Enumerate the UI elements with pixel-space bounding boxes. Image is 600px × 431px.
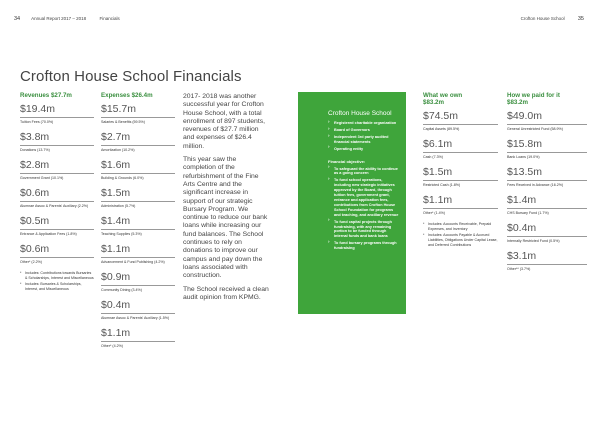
expense-label: Administration (5.7%) [101,204,136,208]
asset-label: Other* (1.4%) [423,211,445,215]
objective-heading: Financial objective: [328,158,366,164]
narrative-text [183,93,271,307]
expense-amount: $0.4m [101,299,175,314]
info-list-item: › Independent 3rd party audited financial statements [328,135,399,145]
narrative-paragraph: This year saw the completion of the refurbishment of the Fine Arts Centre and the significant increase in support of our strategic Bursary Program. We continue to reduce our bank loans while increasing our fund balances. The School continues to rely on donations to improve our campus and pay down the loans associated with construction. [183,156,268,280]
asset-footnotes [423,222,498,248]
expense-item [101,215,175,237]
header-left [14,16,120,22]
info-list-item: › Registered charitable organization [328,121,399,126]
liability-amount: $3.1m [507,250,587,265]
liability-item [507,166,587,188]
revenue-amount: $2.8m [20,159,94,174]
asset-amount: $1.1m [423,194,498,209]
narrative-paragraph: 2017- 2018 was another successful year for Crofton House School, with a total enrollment of 897 students, revenues of $27.7 million and expenses of $26.4 million. [183,93,265,150]
info-box-title: Crofton House School [328,110,392,117]
info-list-item: › Operating entity [328,147,399,152]
liability-label: Other** (3.7%) [507,267,531,271]
footnote: * Includes: Bursaries & Scholarships, Interest, and Miscellaneous [20,282,94,292]
info-list [328,121,399,152]
expenses-column [101,92,175,355]
liability-label: Internally Restricted Fund (0.5%) [507,239,560,243]
expenses-heading: Expenses $26.4m [101,92,153,99]
liability-amount: $15.8m [507,138,587,153]
revenue-item [20,159,94,181]
footnote: * Includes: Accounts Payable & Accrued Liabilities, Obligations Under Capital Lease, and Deferred Contributions [423,233,498,248]
revenue-amount: $0.6m [20,243,94,258]
revenues-column [20,92,94,293]
liability-amount: $0.4m [507,222,587,237]
asset-label: Cash (7.3%) [423,155,443,159]
revenue-label: Tuition Fees (70.0%) [20,120,54,124]
expense-amount: $1.5m [101,187,175,202]
asset-amount: $1.5m [423,166,498,181]
how-we-paid-column [507,92,587,278]
liability-item [507,110,587,132]
revenue-label: Government Grant (10.1%) [20,176,64,180]
liability-amount: $1.4m [507,194,587,209]
revenue-label: Other* (2.2%) [20,260,42,264]
objective-item: › To fund capital projects through fundraising, with any remaining portion to be funded through internal funds and bank loans [328,220,399,240]
asset-item [423,166,498,188]
expense-label: Alumnae Assoc & Parents' Auxiliary (1.5%) [101,316,170,320]
how-we-paid-heading: How we paid for it [507,92,560,99]
asset-item [423,194,498,216]
expense-item [101,327,175,349]
expense-label: Salaries & Benefits (59.5%) [101,120,145,124]
liability-amount: $49.0m [507,110,587,125]
expense-item [101,243,175,265]
revenue-amount: $3.8m [20,131,94,146]
expense-label: Teaching Supplies (5.3%) [101,232,142,236]
liability-label: General Unrestricted Fund (58.9%) [507,127,563,131]
expense-amount: $1.1m [101,243,175,258]
revenue-item [20,187,94,209]
expense-amount: $15.7m [101,103,175,118]
expense-item [101,103,175,125]
expense-amount: $2.7m [101,131,175,146]
expense-amount: $1.1m [101,327,175,342]
liability-item [507,194,587,216]
revenue-label: Donations (13.7%) [20,148,50,152]
expense-label: Building & Grounds (6.0%) [101,176,144,180]
objective-list [328,167,399,252]
what-we-own-column [423,92,498,249]
revenue-footnotes [20,271,94,292]
liability-item [507,222,587,244]
revenue-amount: $0.5m [20,215,94,230]
report-title: Annual Report 2017 – 2018 [31,16,87,21]
footnote: * Includes: Contributions towards Bursaries & Scholarships, Interest and Miscellaneous [20,271,94,281]
revenue-label: Entrance & Application Fees (1.8%) [20,232,77,236]
header-right [521,16,584,22]
expense-item [101,131,175,153]
asset-item [423,110,498,132]
liability-label: Bank Loans (19.0%) [507,155,540,159]
asset-label: Restricted Cash (1.8%) [423,183,461,187]
objective-item: › To fund school operations, including new strategic initiatives approved by the Board, through tuition fees, government grant, entrance and application fees, contributions from Crofton House School Foundation for programs and teaching, and ancillary revenue [328,178,399,217]
liability-label: CHS Bursary Fund (1.7%) [507,211,549,215]
expense-item [101,271,175,293]
page-number-left: 34 [14,16,21,22]
narrative-paragraph: The School received a clean audit opinion from KPMG. [183,285,269,301]
expense-item [101,299,175,321]
expense-item [101,187,175,209]
expense-amount: $0.9m [101,271,175,286]
school-info-box [298,92,406,314]
asset-label: Capital Assets (89.5%) [423,127,460,131]
revenue-item [20,243,94,265]
expense-label: Advancement & Fund Publishing (4.2%) [101,260,165,264]
revenues-heading: Revenues $27.7m [20,92,72,99]
revenue-item [20,215,94,237]
liability-item [507,138,587,160]
revenue-amount: $19.4m [20,103,94,118]
liability-amount: $13.5m [507,166,587,181]
footnote: * Includes: Accounts Receivable, Prepaid Expenses, and Inventory [423,222,498,232]
liability-label: Fees Received in Advance (16.2%) [507,183,564,187]
school-name-header: Crofton House School [520,16,565,21]
expense-amount: $1.4m [101,215,175,230]
expense-label: Community Dining (3.4%) [101,288,142,292]
objective-item: › To safeguard the ability to continue as a going concern [328,167,399,177]
expense-amount: $1.6m [101,159,175,174]
info-list-item: › Board of Governors [328,128,399,133]
what-we-own-total: $83.2m [423,99,444,106]
revenue-item [20,131,94,153]
page-title: Crofton House School Financials [20,68,242,85]
liability-item [507,250,587,272]
asset-amount: $74.5m [423,110,498,125]
asset-amount: $6.1m [423,138,498,153]
page-number-right: 35 [577,16,584,22]
expense-item [101,159,175,181]
what-we-own-heading: What we own [423,92,463,99]
expense-label: Other* (4.2%) [101,344,123,348]
revenue-amount: $0.6m [20,187,94,202]
how-we-paid-total: $83.2m [507,99,528,106]
asset-item [423,138,498,160]
section-title: Financials [99,16,120,21]
objective-item: › To fund bursary programs through fundraising [328,241,399,251]
revenue-label: Alumnae Assoc & Parents' Auxiliary (2.2%) [20,204,89,208]
revenue-item [20,103,94,125]
expense-label: Amortization (10.2%) [101,148,135,152]
